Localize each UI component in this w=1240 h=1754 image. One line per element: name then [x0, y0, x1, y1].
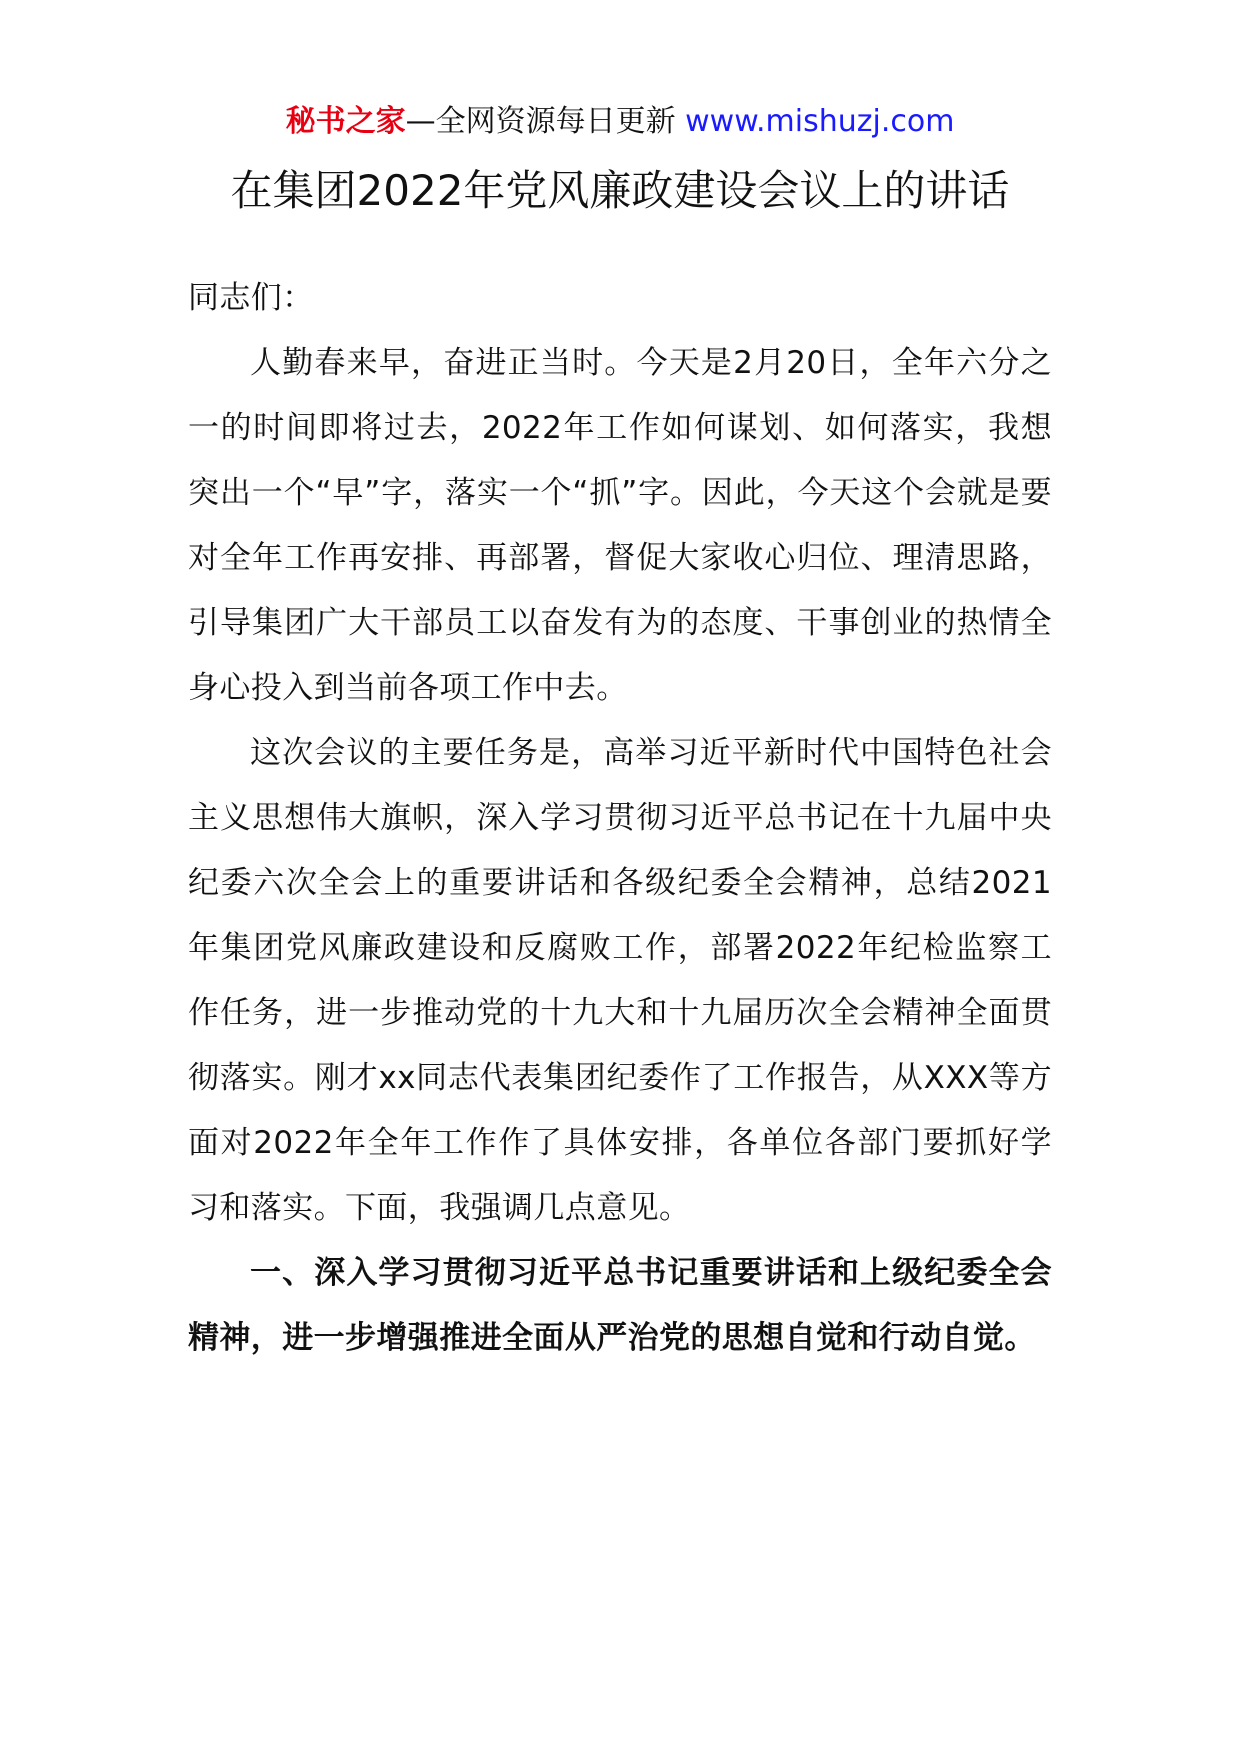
document-title: 在集团2022年党风廉政建设会议上的讲话	[230, 166, 1010, 215]
body-paragraph: 这次会议的主要任务是，高举习近平新时代中国特色社会主义思想伟大旗帜，深入学习贯彻习近平总书记在十九届中央纪委六次全会上的重要讲话和各级纪委全会精神，总结2021年集团党风廉政建设和反腐败工作，部署2022年纪检监察工作任务，进一步推动党的十九大和十九届历次全会精神全面贯彻落实。刚才xx同志代表集团纪委作了工作报告，从XXX等方面对2022年全年工作作了具体安排，各单位各部门要抓好学习和落实。下面，我强调几点意见。	[188, 735, 1052, 1226]
brand-name: 秘书之家	[285, 104, 406, 139]
salutation: 同志们：	[188, 280, 314, 316]
header-slogan: —全网资源每日更新	[405, 104, 686, 139]
site-header	[0, 100, 1240, 144]
section-heading: 一、深入学习贯彻习近平总书记重要讲话和上级纪委全会精神，进一步增强推进全面从严治党的思想自觉和行动自觉。	[188, 1255, 1052, 1356]
site-url-link[interactable]: www.mishuzj.com	[685, 104, 955, 139]
document-body	[188, 266, 1052, 1371]
body-paragraph: 人勤春来早，奋进正当时。今天是2月20日，全年六分之一的时间即将过去，2022年工作如何谋划、如何落实，我想突出一个“早”字，落实一个“抓”字。因此，今天这个会就是要对全年工作再安排、再部署，督促大家收心归位、理清思路，引导集团广大干部员工以奋发有为的态度、干事创业的热情全身心投入到当前各项工作中去。	[188, 345, 1052, 706]
